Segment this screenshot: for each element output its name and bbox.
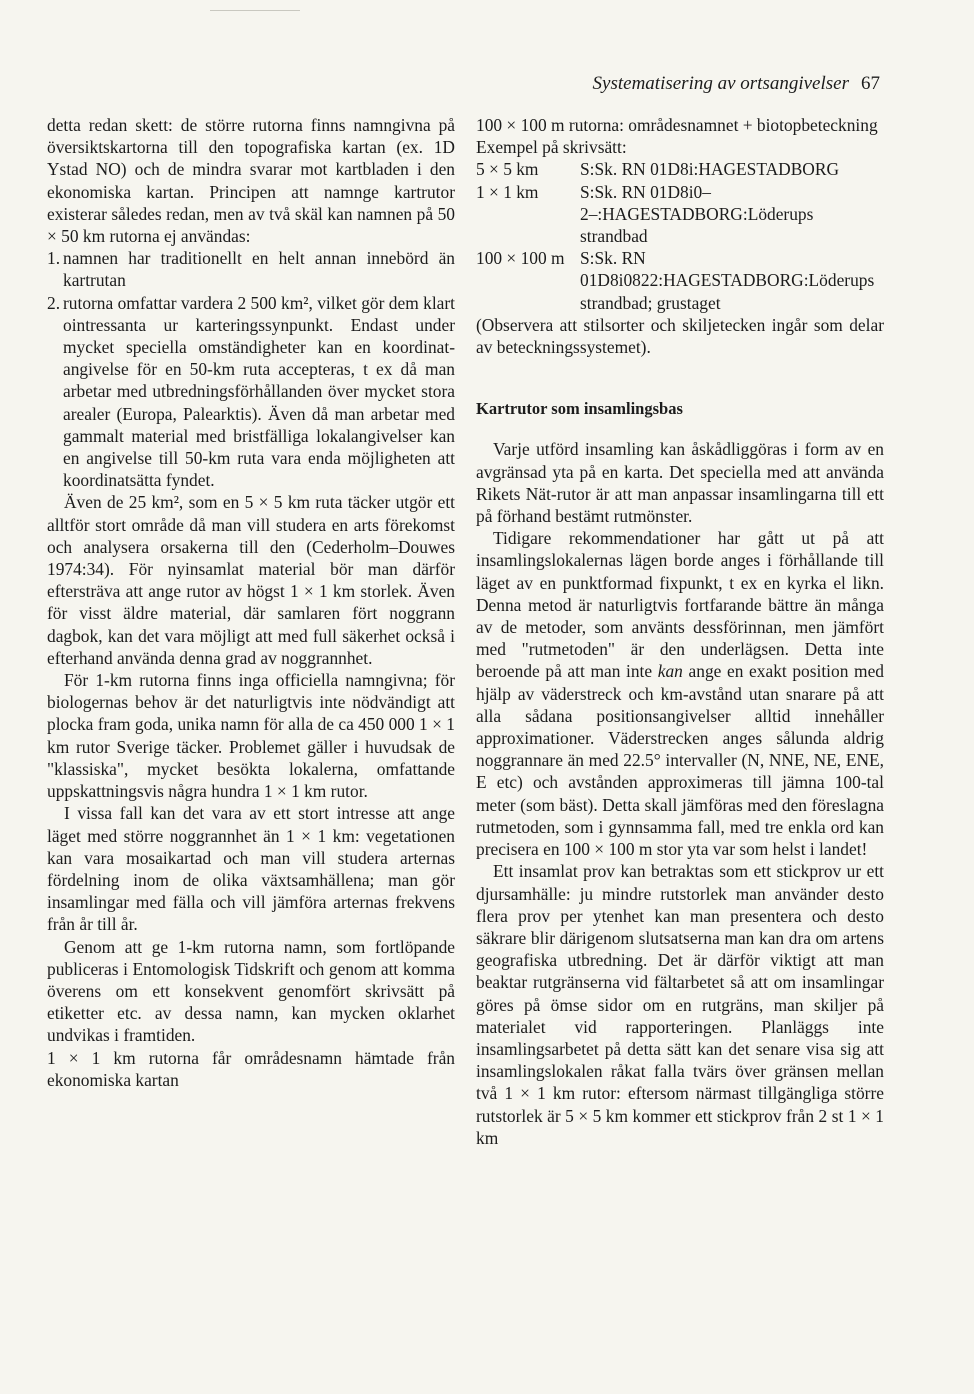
right-column [476, 114, 884, 1149]
emphasis-text: kan [657, 661, 683, 682]
list-item [47, 292, 455, 492]
example-size: 5 × 5 km [476, 159, 539, 180]
page-number: 67 [861, 73, 880, 94]
list-item [47, 247, 455, 291]
example-size: 100 × 100 m [476, 248, 565, 269]
example-value: S:Sk. RN 01D8i0822:HAGESTADBORG:Löderups strandbad; grustaget [580, 248, 875, 313]
body-paragraph: Varje utförd insamling kan åskådliggöras i form av en avgränsad yta på en karta. Det speciella med att använda Rikets Nät-rutor är att man anpassar insamlingarna till ett på förhand bestämt rutmönster. [476, 439, 884, 527]
example-label: Exempel på skrivsätt: [476, 137, 627, 158]
scan-mark [210, 10, 300, 11]
paragraph-text: ange en exakt position med hjälp av väderstreck och km-avstånd utan snarare på att alla sådana positionsangivelser alltid innehåller approximationer. Väderstrecken anges sålunda aldrig noggrannare än med 22.5° intervaller (N, NNE, NE, ENE, E etc) och avstånden approximeras till jämna 100-tal meter (som bäst). Detta skall jämföras med den föreslagna rutmetoden, som i gynnsamma fall, med tre enkla ord kan precisera en 100 × 100 m stor yta var som helst i landet! [476, 661, 884, 860]
list-item-number: 2. [47, 292, 61, 313]
body-paragraph: Ett insamlat prov kan betraktas som ett stickprov ur ett djursamhälle: ju mindre rutstorlek man använder desto flera prov per ytenhet kan man presentera och desto säkrare blir därigenom slutsatserna man kan dra om artens geografiska utbredning. Det är därför viktigt att man beaktar rutgränserna vid fältarbetet så att om insamlingar göres på ömse sidor om en rutgräns, man skiljer på materialet vid rapporteringen. Planläggs inte insamlingsarbetet på detta sätt kan det senare visa sig att insamlingslokalen råkat falla tvärs över gränsen mellan två 1 × 1 km rutor: eftersom närmast tillgängliga större rutstorlek är 5 × 5 km kommer ett stickprov från 2 st 1 × 1 km [476, 861, 884, 1148]
right-intro-paragraph: 100 × 100 m rutorna: områdesnamnet + biotopbeteckning [476, 115, 878, 135]
left-column [47, 114, 455, 1091]
section-heading: Kartrutor som insamlingsbas [476, 399, 683, 419]
list-item-number: 1. [47, 248, 61, 269]
paragraph-text: Tidigare rekommendationer har gått ut på att insamlingslokalernas lägen borde anges i förhållande till läget av en punktformad fixpunkt, t ex en kyrka el likn. Denna metod är naturligtvis fortfarande bättre än många av de metoder, som använts dessförinnan, men jämfört med "rutmetoden" är den underlägsen. Detta inte beroende på att man inte [476, 528, 884, 682]
body-paragraph: Även de 25 km², som en 5 × 5 km ruta täcker utgör ett alltför stort område då man vill studera en arts förekomst och analysera orsakerna till den (Cederholm–Douwes 1974:34). För nyinsamlat material bör man därför eftersträva att ange rutor av högst 1 × 1 km storlek. Även för visst äldre material, där samlaren fört noggrann dagbok, kan det vara möjligt att med full säkerhet också i efterhand använda denna grad av noggrannhet. [47, 492, 455, 668]
left-intro-paragraph: detta redan skett: de större rutorna finns namngivna på översiktskartorna till den topografiska kartan (ex. 1D Ystad NO) och de mindra svarar mot kartbladen i den ekonomiska kartan. Principen att namnge kartrutor existerar således redan, men av två skäl kan namnen på 50 × 50 km rutorna ej användas: [47, 115, 455, 247]
body-paragraph [476, 527, 884, 860]
running-header [476, 72, 880, 96]
example-value: S:Sk. RN 01D8i:HAGESTADBORG [580, 159, 840, 180]
example-row [476, 158, 884, 180]
body-paragraph: I vissa fall kan det vara av ett stort intresse att ange läget med större noggrannhet än 1 × 1 km: vegetationen kan vara mosaikartad och man vill studera arternas fördelning inom de olika växtsamhällena; man gör insamlingar med fälla och vill jämföra arternas frekvens från år till år. [47, 803, 455, 935]
example-row [476, 181, 884, 248]
example-value: S:Sk. RN 01D8i0–2–:HAGESTADBORG:Löderups strandbad [580, 181, 814, 247]
body-paragraph: För 1-km rutorna finns inga officiella namngivna; för biologernas behov är det naturligtvis inte nödvändigt att plocka fram goda, unika namn för alla de ca 450 000 1 × 1 km rutor Sverige täcker. Problemet gäller i huvudsak de "klassiska", mycket besökta lokalerna, omfattande uppskattningsvis några hundra 1 × 1 km rutor. [47, 670, 455, 802]
example-row [476, 247, 884, 314]
list-item-text: namnen har traditionellt en helt annan innebörd än kartrutan [63, 248, 455, 291]
list-item-text: rutorna omfattar vardera 2 500 km², vilket gör dem klart ointressanta ur karteringssynpunkt. Endast under mycket speciella omständigheter kan en koordinat-angivelse för en 50-km ruta accepteras, t ex då man arbetar med utbredningsförhållanden över mycket stora arealer (Europa, Palearktis). Även då man arbetar med gammalt material med bristfälliga lokalangivelser kan en angivelse till 50-km ruta vara enda möjligheten att koordinatsätta fyndet. [63, 292, 455, 491]
body-paragraph: 1 × 1 km rutorna får områdesnamn hämtade från ekonomiska kartan [47, 1047, 455, 1090]
example-size: 1 × 1 km [476, 181, 539, 202]
body-paragraph: Genom att ge 1-km rutorna namn, som fortlöpande publiceras i Entomologisk Tidskrift och genom att komma överens om ett konsekvent genomfört skrivsätt på etiketter etc. av dessa namn, kan mycken oklarhet undvikas i framtiden. [47, 936, 455, 1046]
note-paragraph: (Observera att stilsorter och skiljetecken ingår som delar av beteckningssystemet). [476, 314, 884, 358]
running-title: Systematisering av ortsangivelser [592, 73, 849, 94]
